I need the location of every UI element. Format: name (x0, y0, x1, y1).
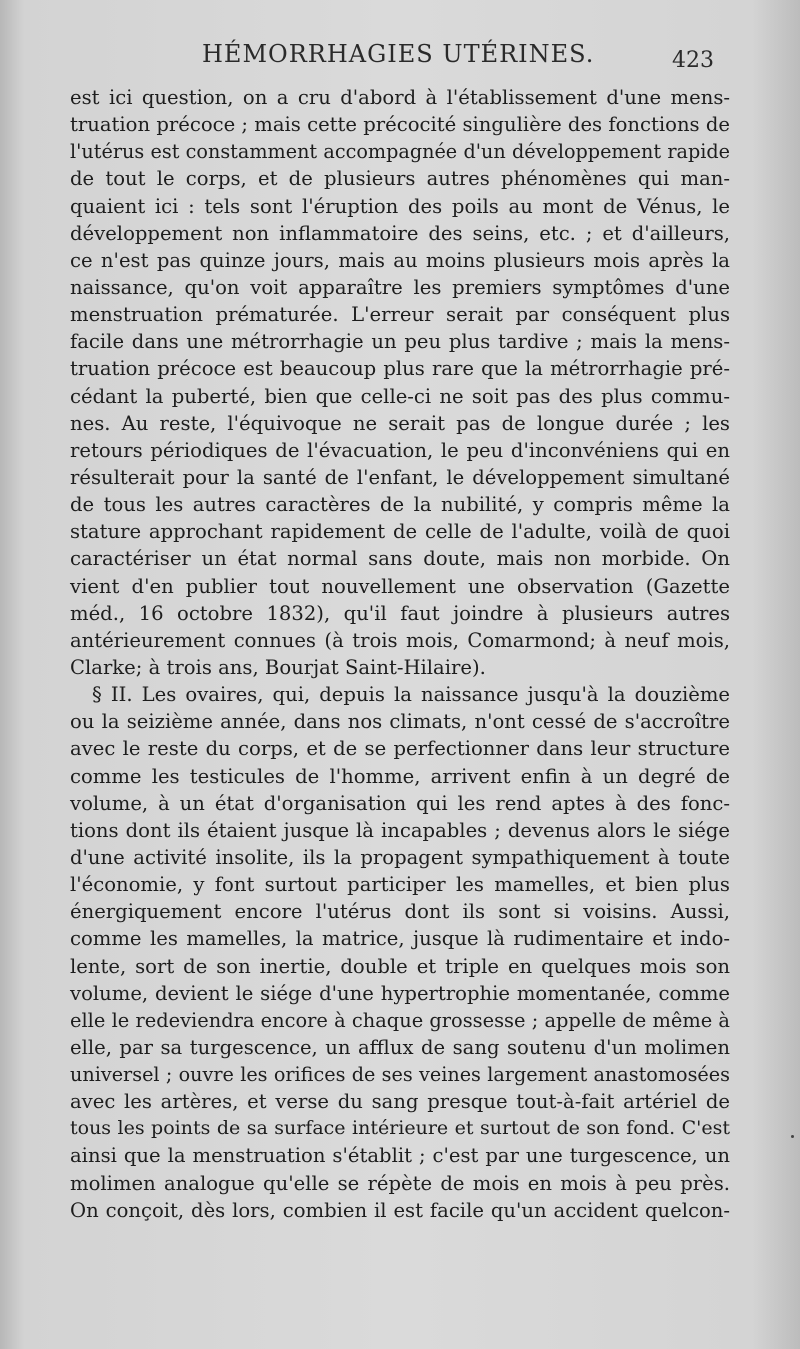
text-line: de tout le corps, et de plusieurs autres phénomènes qui man- (70, 167, 730, 191)
text-line: ainsi que la menstruation s'établit ; c'est par une turgescence, un (70, 1144, 730, 1168)
text-line: menstruation prématurée. L'erreur serait par conséquent plus (70, 303, 730, 327)
text-line: volume, à un état d'organisation qui les rend aptes à des fonc- (70, 791, 730, 815)
text-line: volume, devient le siége d'une hypertrophie momentanée, comme (70, 981, 730, 1005)
text-line: retours périodiques de l'évacuation, le peu d'inconvéniens qui en (70, 438, 730, 462)
text-line: elle le redeviendra encore à chaque grossesse ; appelle de même à (70, 1008, 730, 1032)
text-line: comme les testicules de l'homme, arrivent enfin à un degré de (70, 764, 730, 788)
text-line: tions dont ils étaient jusque là incapables ; devenus alors le siége (70, 818, 730, 842)
text-line: l'utérus est constamment accompagnée d'un développement rapide (70, 140, 730, 164)
text-line: On conçoit, dès lors, combien il est facile qu'un accident quelcon- (70, 1198, 730, 1222)
text-line: caractériser un état normal sans doute, mais non morbide. On (70, 547, 730, 571)
text-line: l'économie, y font surtout participer les mamelles, et bien plus (70, 873, 730, 897)
text-line: avec les artères, et verse du sang presque tout-à-fait artériel de (70, 1090, 730, 1114)
text-line: de tous les autres caractères de la nubilité, y compris même la (70, 493, 730, 517)
margin-speck (791, 1135, 794, 1138)
page-header (0, 36, 800, 76)
text-line: facile dans une métrorrhagie un peu plus tardive ; mais la mens- (70, 330, 730, 354)
text-line: truation précoce est beaucoup plus rare que la métrorrhagie pré- (70, 357, 730, 381)
text-line: universel ; ouvre les orifices de ses veines largement anastomosées (70, 1063, 730, 1087)
text-line: est ici question, on a cru d'abord à l'établissement d'une mens- (70, 86, 730, 109)
text-line: naissance, qu'on voit apparaître les premiers symptômes d'une (70, 275, 730, 299)
text-line: elle, par sa turgescence, un afflux de sang soutenu d'un molimen (70, 1035, 730, 1059)
paragraph-end-line: Clarke; à trois ans, Bourjat Saint-Hilaire). (70, 655, 486, 679)
text-line: vient d'en publier tout nouvellement une observation (Gazette (70, 574, 730, 598)
text-line: nes. Au reste, l'équivoque ne serait pas de longue durée ; les (70, 411, 730, 435)
body-text (70, 84, 730, 1224)
text-line: lente, sort de son inertie, double et triple en quelques mois son (70, 954, 730, 978)
text-line: méd., 16 octobre 1832), qu'il faut joindre à plusieurs autres (70, 601, 730, 625)
text-line: développement non inflammatoire des seins, etc. ; et d'ailleurs, (70, 221, 730, 245)
text-line: ce n'est pas quinze jours, mais au moins plusieurs mois après la (70, 248, 730, 272)
text-line: avec le reste du corps, et de se perfectionner dans leur structure (70, 737, 730, 761)
text-line: truation précoce ; mais cette précocité singulière des fonctions de (70, 113, 730, 137)
text-line: tous les points de sa surface intérieure et surtout de son fond. C'est (70, 1117, 730, 1140)
text-line: résulterait pour la santé de l'enfant, le développement simultané (70, 465, 730, 489)
text-line: stature approchant rapidement de celle de l'adulte, voilà de quoi (70, 520, 730, 544)
text-line: énergiquement encore l'utérus dont ils sont si voisins. Aussi, (70, 900, 730, 924)
text-line: cédant la puberté, bien que celle-ci ne soit pas des plus commu- (70, 384, 730, 408)
section-heading-line: § II. Les ovaires, qui, depuis la naissance jusqu'à la douzième (92, 683, 730, 707)
text-line: d'une activité insolite, ils la propagent sympathiquement à toute (70, 845, 730, 869)
page-number: 423 (672, 48, 714, 73)
text-line: comme les mamelles, la matrice, jusque là rudimentaire et indo- (70, 927, 730, 951)
text-line: ou la seizième année, dans nos climats, n'ont cessé de s'accroître (70, 710, 730, 734)
running-title: HÉMORRHAGIES UTÉRINES. (202, 40, 595, 68)
text-line: quaient ici : tels sont l'éruption des poils au mont de Vénus, le (70, 194, 730, 218)
text-line: molimen analogue qu'elle se répète de mois en mois à peu près. (70, 1171, 730, 1195)
text-line: antérieurement connues (à trois mois, Comarmond; à neuf mois, (70, 628, 730, 652)
